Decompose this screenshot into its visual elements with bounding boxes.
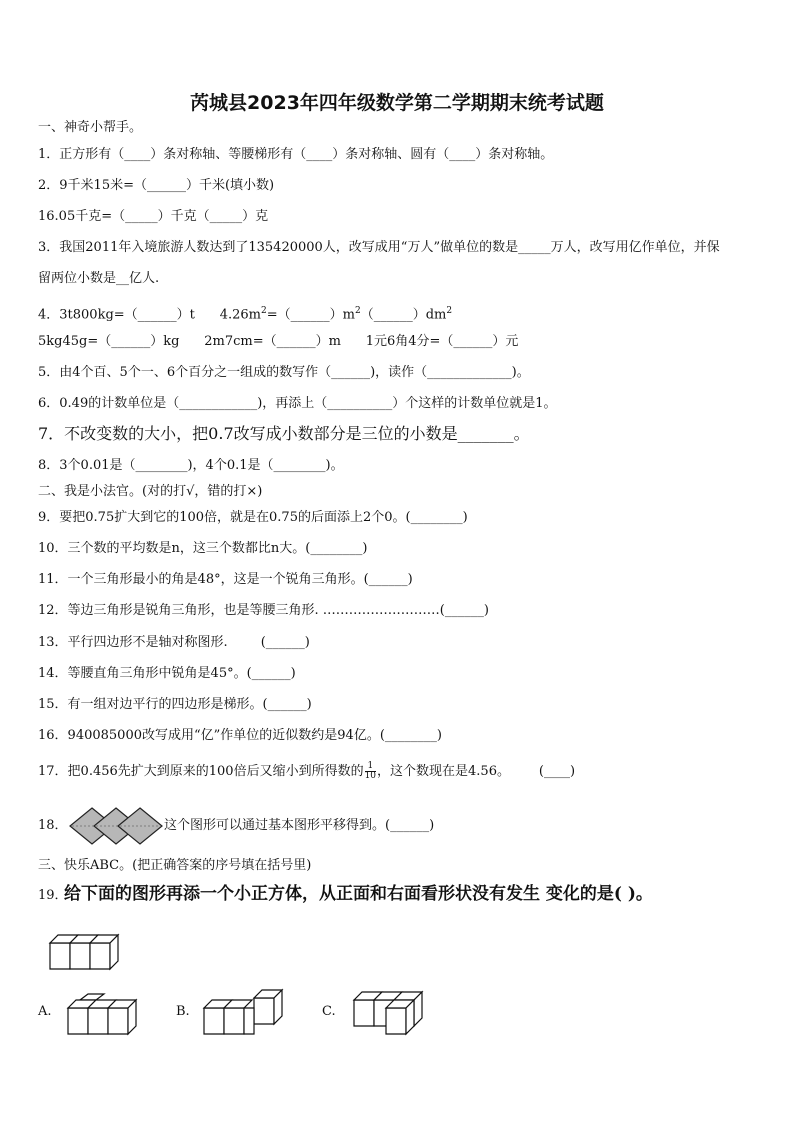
question-11: 11．一个三角形最小的角是48°，这是一个锐角三角形。(______) [38, 572, 413, 587]
q4a-part2: 4.26m [219, 307, 261, 323]
question-4b: 5kg45g=（______）kg 2m7cm=（______）m 1元6角4分=（______）元 [38, 334, 519, 349]
question-7: 7．不改变数的大小，把0.7改写成小数部分是三位的小数是_______。 [38, 424, 530, 443]
question-6: 6．0.49的计数单位是（____________)，再添上（__________）个这样的计数单位就是1。 [38, 396, 557, 411]
section-3-heading: 三、快乐ABC。(把正确答案的序号填在括号里) [38, 858, 312, 873]
question-5: 5．由4个百、5个一、6个百分之一组成的数写作（______)，读作（_____________)。 [38, 365, 530, 380]
option-a-label: A. [38, 1004, 52, 1019]
q4a-part1: 4．3t800kg=（______）t [38, 307, 195, 323]
question-1: 1．正方形有（____）条对称轴、等腰梯形有（____）条对称轴、圆有（____）条对称轴。 [38, 147, 554, 162]
page-title: 芮城县2023年四年级数学第二学期期末统考试题 [190, 92, 604, 114]
question-8: 8．3个0.01是（________)，4个0.1是（________)。 [38, 458, 344, 473]
fraction-one-tenth [365, 762, 376, 781]
question-3a: 3．我国2011年入境旅游人数达到了135420000人，改写成用“万人”做单位的数是_____万人，改写用亿作单位，并保 [38, 240, 720, 255]
q4a-sup2: 2 [354, 306, 361, 316]
q4a-part4: （______）dm [360, 307, 447, 323]
question-17 [38, 762, 575, 781]
cube-3 [90, 935, 118, 969]
option-c-label: C. [322, 1004, 336, 1019]
q4a-sup1: 2 [260, 306, 267, 316]
question-18-text: 这个图形可以通过基本图形平移得到。(______) [164, 818, 435, 833]
question-19-number: 19． [38, 888, 68, 903]
question-10: 10．三个数的平均数是n，这三个数都比n大。(________) [38, 541, 368, 556]
question-14: 14．等腰直角三角形中锐角是45°。(______) [38, 666, 296, 681]
question-3b: 留两位小数是__亿人. [38, 271, 160, 286]
fraction-numerator: 1 [365, 762, 376, 772]
question-18-number: 18． [38, 818, 68, 833]
q17-prefix: 17．把0.456先扩大到原来的100倍后又缩小到所得数的 [38, 764, 364, 779]
question-16: 16．940085000改写成用“亿”作单位的近似数约是94亿。(________) [38, 728, 442, 743]
question-19-text: 给下面的图形再添一个小正方体，从正面和右面看形状没有发生 变化的是( )。 [64, 884, 653, 904]
option-b-cubes [204, 992, 304, 1036]
option-c-cubes [354, 992, 454, 1036]
question-2a: 2．9千米15米=（______）千米(填小数) [38, 178, 275, 193]
question-9: 9．要把0.75扩大到它的100倍，就是在0.75的后面添上2个0。(________) [38, 510, 468, 525]
question-2b: 16.05千克=（_____）千克（_____）克 [38, 209, 269, 224]
original-cubes-figure [50, 933, 140, 973]
overlapping-diamonds-figure [68, 806, 168, 846]
question-15: 15．有一组对边平行的四边形是梯形。(______) [38, 697, 312, 712]
option-b-label: B. [176, 1004, 190, 1019]
fraction-denominator: 10 [364, 771, 377, 781]
option-a-cubes [68, 996, 158, 1036]
q4a-sup3: 2 [446, 306, 453, 316]
q4a-part3: =（______）m [266, 307, 355, 323]
question-13: 13．平行四边形不是轴对称图形. (______) [38, 635, 310, 650]
question-12: 12．等边三角形是锐角三角形，也是等腰三角形. ………………………(______) [38, 603, 489, 618]
section-2-heading: 二、我是小法官。(对的打√，错的打×) [38, 484, 263, 499]
q17-suffix: ，这个数现在是4.56。 (____) [377, 764, 576, 779]
section-1-heading: 一、神奇小帮手。 [38, 120, 143, 135]
question-4a [38, 302, 452, 324]
